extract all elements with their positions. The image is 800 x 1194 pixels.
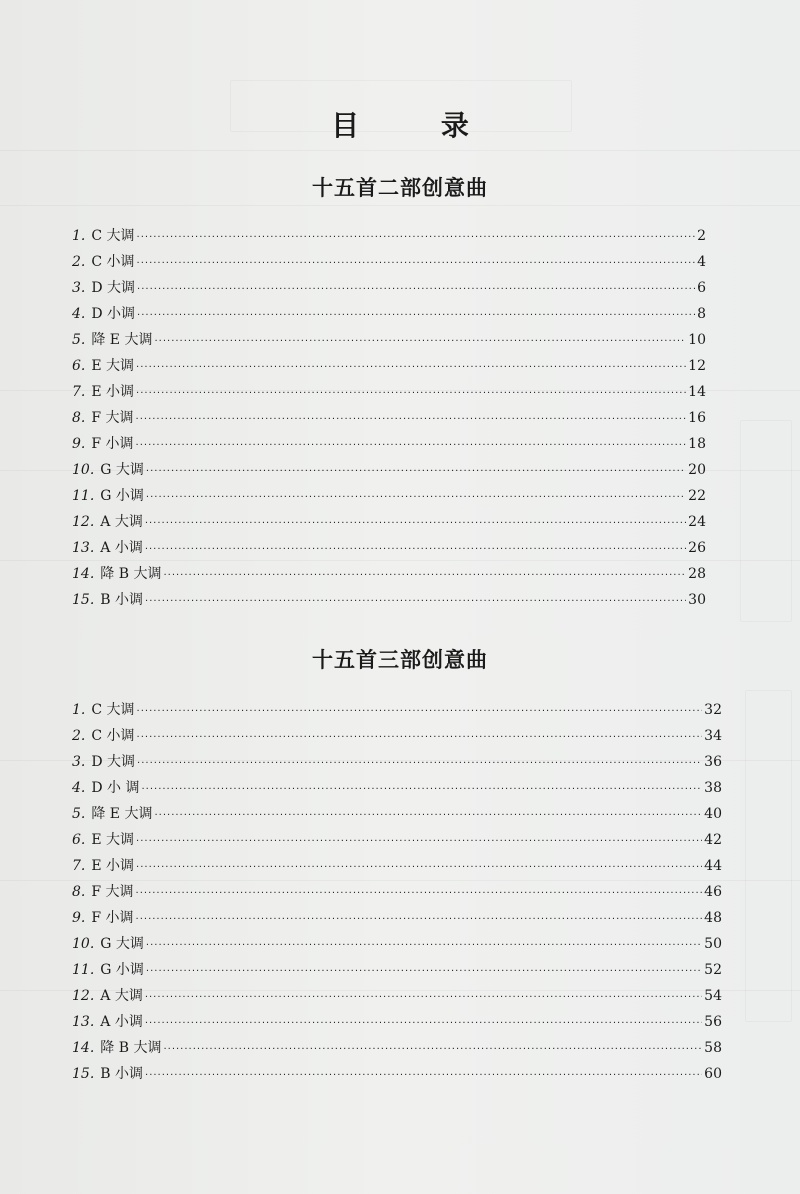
toc-entry-page: 36	[704, 754, 722, 770]
dot-leader	[145, 988, 702, 1008]
toc-list-three-part	[72, 700, 722, 1090]
toc-entry-title: A 大调	[100, 988, 143, 1004]
toc-entry[interactable]	[72, 908, 722, 934]
toc-entry[interactable]	[72, 804, 722, 830]
toc-entry-title: D 大调	[91, 280, 136, 296]
toc-entry[interactable]	[72, 830, 722, 856]
toc-entry[interactable]	[72, 726, 722, 752]
dot-leader	[136, 436, 687, 456]
toc-entry-page: 50	[704, 936, 722, 952]
toc-entry-title: F 小调	[91, 910, 134, 926]
toc-entry-title: F 大调	[91, 884, 134, 900]
toc-entry[interactable]	[72, 408, 706, 434]
toc-entry-page: 4	[697, 254, 706, 270]
toc-entry-number: 1.	[72, 228, 86, 244]
toc-entry-page: 56	[704, 1014, 722, 1030]
toc-entry-number: 15.	[72, 592, 95, 608]
toc-entry[interactable]	[72, 564, 706, 590]
toc-entry-number: 7.	[72, 858, 86, 874]
toc-entry-page: 10	[688, 332, 706, 348]
toc-entry[interactable]	[72, 278, 706, 304]
toc-entry-title: C 大调	[91, 702, 135, 718]
toc-entry-number: 11.	[72, 488, 95, 504]
toc-entry-title: 降 B 大调	[100, 566, 162, 582]
dot-leader	[137, 702, 703, 722]
toc-entry[interactable]	[72, 752, 722, 778]
dot-leader	[136, 410, 687, 430]
toc-entry-page: 6	[697, 280, 706, 296]
toc-entry[interactable]	[72, 356, 706, 382]
toc-entry[interactable]	[72, 778, 722, 804]
dot-leader	[145, 592, 686, 612]
toc-entry-title: C 小调	[91, 254, 135, 270]
toc-entry[interactable]	[72, 960, 722, 986]
toc-entry[interactable]	[72, 330, 706, 356]
dot-leader	[136, 832, 702, 852]
toc-entry-title: 降 B 大调	[100, 1040, 162, 1056]
toc-entry-title: B 小调	[100, 1066, 144, 1082]
show-through-line	[0, 150, 800, 151]
toc-entry-title: G 大调	[100, 936, 144, 952]
toc-entry[interactable]	[72, 486, 706, 512]
toc-entry[interactable]	[72, 590, 706, 616]
toc-entry-page: 42	[704, 832, 722, 848]
dot-leader	[145, 1066, 702, 1086]
toc-entry-title: G 小调	[100, 962, 144, 978]
dot-leader	[146, 962, 702, 982]
toc-entry-number: 6.	[72, 832, 86, 848]
toc-list-two-part	[72, 226, 706, 616]
dot-leader	[145, 1014, 702, 1034]
toc-entry-page: 22	[688, 488, 706, 504]
toc-entry-page: 40	[704, 806, 722, 822]
toc-entry[interactable]	[72, 882, 722, 908]
toc-entry-title: D 小 调	[91, 780, 140, 796]
dot-leader	[146, 488, 686, 508]
toc-entry-number: 13.	[72, 1014, 95, 1030]
dot-leader	[136, 884, 703, 904]
toc-entry-number: 8.	[72, 410, 86, 426]
toc-entry-number: 14.	[72, 1040, 95, 1056]
toc-entry-page: 28	[688, 566, 706, 582]
toc-entry-number: 5.	[72, 332, 86, 348]
section-heading-two-part: 十五首二部创意曲	[312, 175, 488, 200]
dot-leader	[146, 462, 686, 482]
toc-entry-number: 15.	[72, 1066, 95, 1082]
toc-entry-page: 16	[688, 410, 706, 426]
toc-entry-number: 5.	[72, 806, 86, 822]
toc-entry[interactable]	[72, 986, 722, 1012]
toc-entry-number: 11.	[72, 962, 95, 978]
toc-entry-page: 26	[688, 540, 706, 556]
toc-entry-title: D 大调	[91, 754, 136, 770]
dot-leader	[137, 228, 696, 248]
show-through-line	[0, 205, 800, 206]
toc-entry-title: E 小调	[91, 858, 135, 874]
toc-entry-title: E 大调	[91, 832, 135, 848]
toc-entry-page: 44	[704, 858, 722, 874]
toc-entry-number: 12.	[72, 988, 95, 1004]
toc-entry-number: 2.	[72, 728, 86, 744]
toc-entry-title: 降 E 大调	[91, 332, 153, 348]
toc-entry-title: F 小调	[91, 436, 134, 452]
toc-entry-number: 3.	[72, 754, 86, 770]
toc-entry-number: 8.	[72, 884, 86, 900]
toc-entry-number: 4.	[72, 780, 86, 796]
dot-leader	[136, 858, 702, 878]
dot-leader	[136, 910, 703, 930]
dot-leader	[136, 384, 686, 404]
toc-entry-page: 8	[697, 306, 706, 322]
toc-entry-page: 38	[704, 780, 722, 796]
toc-entry[interactable]	[72, 512, 706, 538]
toc-entry-page: 32	[704, 702, 722, 718]
section-heading-three-part: 十五首三部创意曲	[312, 647, 488, 672]
toc-entry-title: B 小调	[100, 592, 144, 608]
dot-leader	[163, 566, 686, 586]
toc-entry[interactable]	[72, 1038, 722, 1064]
toc-entry[interactable]	[72, 1012, 722, 1038]
page-title: 目 录	[331, 109, 505, 142]
toc-entry-page: 46	[704, 884, 722, 900]
toc-entry-number: 3.	[72, 280, 86, 296]
dot-leader	[137, 306, 695, 326]
toc-entry-number: 12.	[72, 514, 95, 530]
toc-entry-title: G 大调	[100, 462, 144, 478]
dot-leader	[137, 754, 702, 774]
toc-entry-number: 7.	[72, 384, 86, 400]
dot-leader	[141, 780, 702, 800]
toc-entry-number: 1.	[72, 702, 86, 718]
toc-entry-page: 52	[704, 962, 722, 978]
toc-entry-title: D 小调	[91, 306, 136, 322]
toc-entry-number: 10.	[72, 462, 95, 478]
toc-entry-number: 9.	[72, 436, 86, 452]
dot-leader	[154, 806, 702, 826]
toc-entry-page: 18	[688, 436, 706, 452]
toc-entry[interactable]	[72, 700, 722, 726]
toc-entry[interactable]	[72, 538, 706, 564]
toc-entry-page: 20	[688, 462, 706, 478]
toc-entry-page: 14	[688, 384, 706, 400]
toc-entry-number: 10.	[72, 936, 95, 952]
toc-entry[interactable]	[72, 226, 706, 252]
toc-entry-title: C 大调	[91, 228, 135, 244]
toc-entry-number: 4.	[72, 306, 86, 322]
toc-entry-title: G 小调	[100, 488, 144, 504]
dot-leader	[137, 254, 696, 274]
toc-entry-page: 58	[704, 1040, 722, 1056]
toc-entry[interactable]	[72, 856, 722, 882]
toc-entry-page: 2	[697, 228, 706, 244]
dot-leader	[154, 332, 686, 352]
toc-entry-title: C 小调	[91, 728, 135, 744]
dot-leader	[137, 728, 703, 748]
toc-entry-title: E 大调	[91, 358, 135, 374]
toc-entry-title: 降 E 大调	[91, 806, 153, 822]
dot-leader	[136, 358, 686, 378]
toc-entry-title: F 大调	[91, 410, 134, 426]
toc-entry-title: A 小调	[100, 540, 143, 556]
toc-entry-page: 60	[704, 1066, 722, 1082]
toc-entry-page: 48	[704, 910, 722, 926]
toc-entry[interactable]	[72, 382, 706, 408]
toc-entry-number: 6.	[72, 358, 86, 374]
dot-leader	[145, 540, 686, 560]
toc-entry[interactable]	[72, 252, 706, 278]
toc-entry-number: 9.	[72, 910, 86, 926]
toc-entry-page: 54	[704, 988, 722, 1004]
toc-entry[interactable]	[72, 304, 706, 330]
dot-leader	[146, 936, 702, 956]
toc-entry[interactable]	[72, 934, 722, 960]
toc-entry-number: 14.	[72, 566, 95, 582]
dot-leader	[137, 280, 695, 300]
show-through-block	[745, 690, 792, 1022]
toc-entry-number: 2.	[72, 254, 86, 270]
toc-entry[interactable]	[72, 1064, 722, 1090]
toc-entry-title: A 大调	[100, 514, 143, 530]
toc-entry-number: 13.	[72, 540, 95, 556]
toc-entry[interactable]	[72, 434, 706, 460]
toc-entry-page: 24	[688, 514, 706, 530]
toc-entry-title: E 小调	[91, 384, 135, 400]
toc-entry-page: 30	[688, 592, 706, 608]
toc-entry-page: 12	[688, 358, 706, 374]
toc-entry-title: A 小调	[100, 1014, 143, 1030]
toc-entry[interactable]	[72, 460, 706, 486]
show-through-block	[740, 420, 792, 622]
dot-leader	[145, 514, 686, 534]
toc-entry-page: 34	[704, 728, 722, 744]
dot-leader	[163, 1040, 702, 1060]
